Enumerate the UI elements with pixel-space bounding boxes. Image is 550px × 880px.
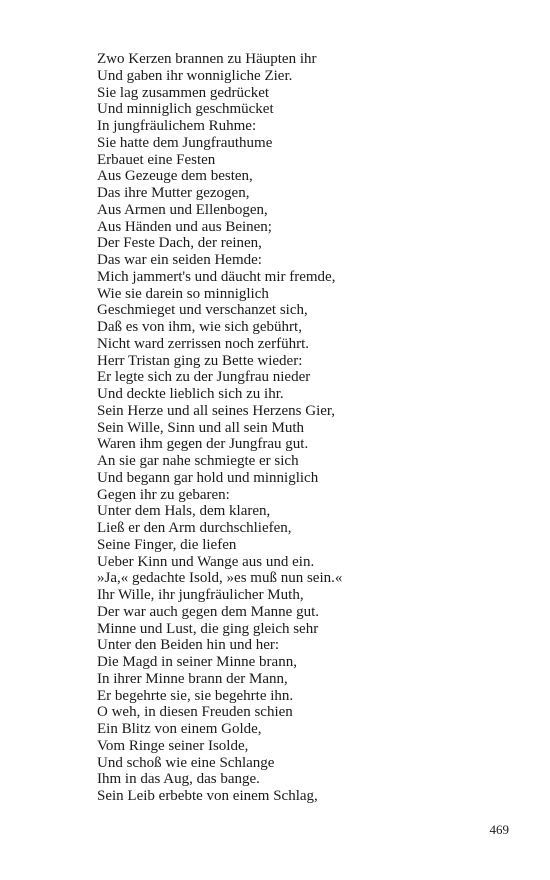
poem-line: Ein Blitz von einem Golde, [97,721,262,737]
poem-line: Der war auch gegen dem Manne gut. [97,603,319,620]
poem-line: O weh, in diesen Freuden schien [97,704,293,721]
poem-line: Und schoß wie eine Schlange [97,754,275,771]
poem-line: Minne und Lust, die ging gleich sehr [97,620,319,637]
poem-line: Unter dem Hals, dem klaren, [97,503,271,520]
poem-text [97,51,517,805]
poem-line: An sie gar nahe schmiegte er sich [97,453,299,469]
poem-line: Der Feste Dach, der reinen, [97,235,262,252]
poem-line: Er legte sich zu der Jungfrau nieder [97,369,311,386]
poem-line: Ihr Wille, ihr jungfräulicher Muth, [97,587,304,603]
poem-line: Und deckte lieblich sich zu ihr. [97,386,284,402]
poem-line: Ueber Kinn und Wange aus und ein. [97,553,315,570]
poem-line: In ihrer Minne brann der Mann, [97,670,288,687]
poem-line: Seine Finger, die liefen [97,536,237,553]
poem-line: Die Magd in seiner Minne brann, [97,654,297,670]
poem-line: Herr Tristan ging zu Bette wieder: [97,352,303,369]
poem-line: Unter den Beiden hin und her: [97,637,280,654]
poem-line: Aus Gezeuge dem besten, [97,168,253,185]
poem-line: Ihm in das Aug, das bange. [97,771,260,788]
poem-line: Sein Wille, Sinn und all sein Muth [97,419,305,436]
poem-line: Nicht ward zerrissen noch zerführt. [97,335,309,352]
poem-line: Sie hatte dem Jungfrauthume [97,134,273,151]
poem-line: Sie lag zusammen gedrücket [97,84,270,101]
poem-line: In jungfräulichem Ruhme: [97,118,257,134]
poem-line: Aus Händen und aus Beinen; [97,218,272,235]
poem-line: Erbauet eine Festen [97,151,216,168]
poem-line: Das war ein seiden Hemde: [97,252,262,268]
poem-line: Vom Ringe seiner Isolde, [97,737,249,754]
poem-line: Wie sie darein so minniglich [97,285,269,302]
poem-line: Das ihre Mutter gezogen, [97,185,250,201]
poem-line: Sein Herze und all seines Herzens Gier, [97,402,336,419]
poem-line: Und gaben ihr wonnigliche Zier. [97,67,293,84]
poem-line: Mich jammert's und däucht mir fremde, [97,268,336,285]
page-number: 469 [489,822,509,837]
poem-line: »Ja,« gedachte Isold, »es muß nun sein.« [97,570,343,587]
poem-line: Aus Armen und Ellenbogen, [97,201,268,218]
poem-line: Waren ihm gegen der Jungfrau gut. [97,436,309,453]
poem-line: Daß es von ihm, wie sich gebührt, [97,319,302,335]
poem-line: Ließ er den Arm durchschliefen, [97,520,292,536]
poem-line: Er begehrte sie, sie begehrte ihn. [97,687,294,704]
poem-line: Zwo Kerzen brannen zu Häupten ihr [97,51,317,67]
poem-line: Gegen ihr zu gebaren: [97,486,230,503]
poem-line: Und begann gar hold und minniglich [97,469,319,486]
poem-line: Geschmieget und verschanzet sich, [97,302,308,319]
poem-line: Und minniglich geschmücket [97,101,274,118]
poem-line: Sein Leib erbebte von einem Schlag, [97,788,318,804]
